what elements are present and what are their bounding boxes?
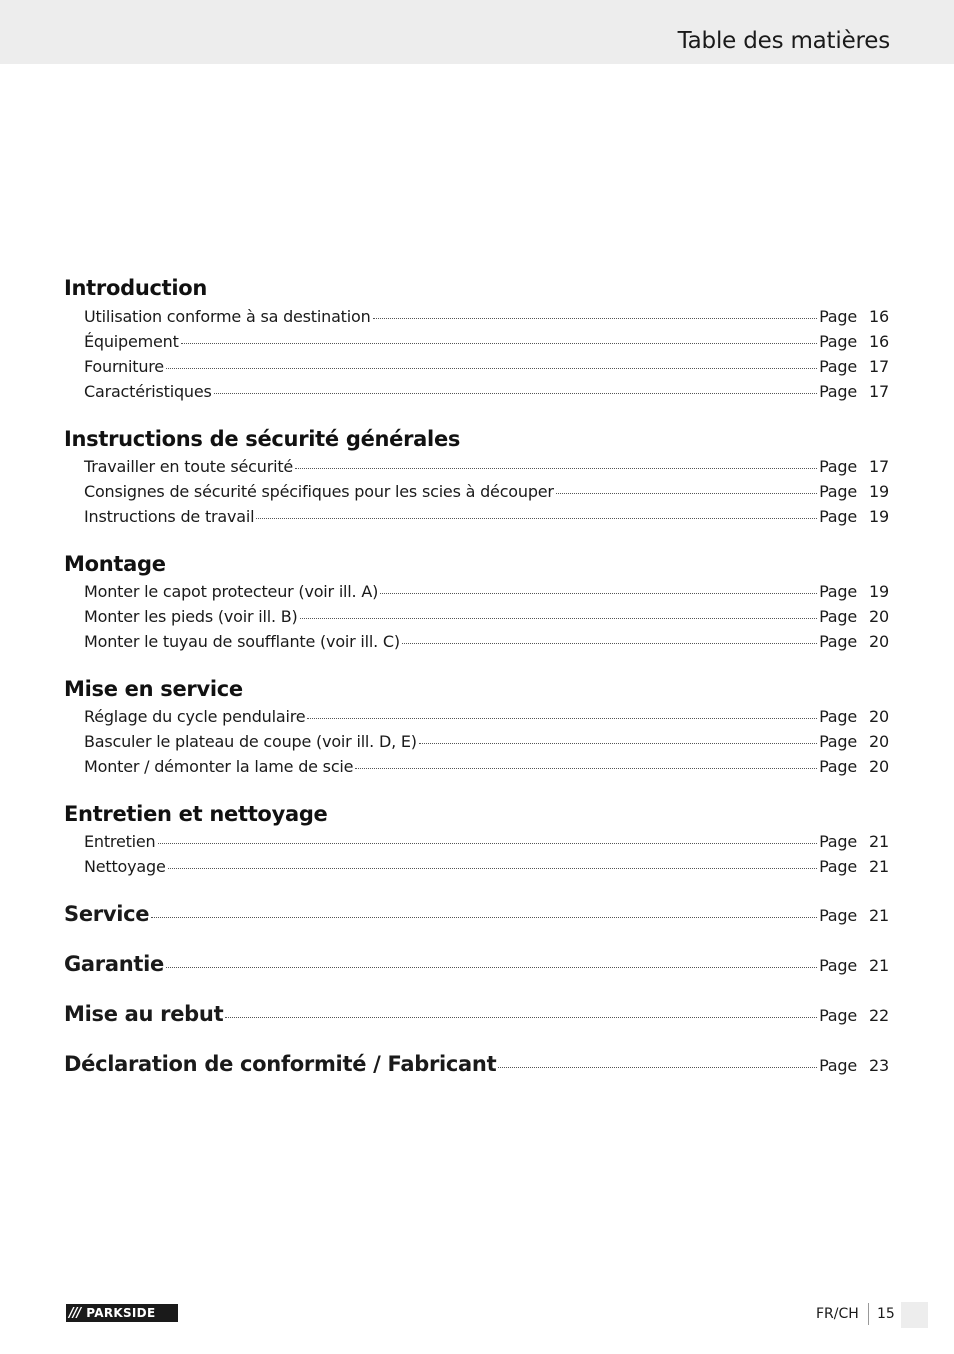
toc-entry-label: Déclaration de conformité / Fabricant	[64, 1052, 497, 1076]
toc-entry-label: Monter / démonter la lame de scie	[84, 757, 354, 776]
toc-entry-label: Utilisation conforme à sa destination	[84, 307, 371, 326]
toc-entry-label: Mise au rebut	[64, 1002, 224, 1026]
toc-entry-label: Instructions de travail	[84, 507, 255, 526]
logo-slashes: ///	[69, 1305, 81, 1321]
page-title: Table des matières	[677, 28, 890, 54]
page-number: 20	[869, 757, 889, 776]
page-word: Page	[819, 607, 857, 626]
page-number: 17	[869, 357, 889, 376]
toc-entry-label: Monter le tuyau de soufflante (voir ill. C)	[84, 632, 400, 651]
toc-entry[interactable]	[84, 357, 889, 379]
toc-entry-label: Consignes de sécurité spécifiques pour les scies à découper	[84, 482, 554, 501]
toc-main-entry-garantie[interactable]	[64, 952, 889, 980]
page-word: Page	[819, 482, 857, 501]
toc-entry-label: Basculer le plateau de coupe (voir ill. D, E)	[84, 732, 417, 751]
toc-entry[interactable]	[84, 607, 889, 629]
logo-brand: PARKSIDE	[86, 1306, 156, 1320]
dot-leader	[166, 368, 817, 369]
page-number: 19	[869, 482, 889, 501]
page-number: 20	[869, 732, 889, 751]
dot-leader	[181, 343, 817, 344]
toc-entry[interactable]	[84, 757, 889, 779]
toc-entry[interactable]	[84, 832, 889, 854]
toc-entry[interactable]	[84, 332, 889, 354]
section-title-entretien: Entretien et nettoyage	[64, 802, 328, 826]
page-number: 20	[869, 632, 889, 651]
page-number: 20	[869, 707, 889, 726]
page-number: 19	[869, 507, 889, 526]
page-word: Page	[819, 357, 857, 376]
page-word: Page	[819, 1056, 857, 1075]
page-word: Page	[819, 832, 857, 851]
dot-leader	[307, 718, 817, 719]
dot-leader	[151, 917, 817, 918]
page-number: 23	[869, 1056, 889, 1075]
toc-entry-label: Caractéristiques	[84, 382, 212, 401]
dot-leader	[556, 493, 817, 494]
toc-entry-label: Travailler en toute sécurité	[84, 457, 294, 476]
page-word: Page	[819, 507, 857, 526]
dot-leader	[355, 768, 817, 769]
dot-leader	[256, 518, 817, 519]
page-word: Page	[819, 382, 857, 401]
toc-entry-label: Entretien	[84, 832, 156, 851]
dot-leader	[402, 643, 817, 644]
page-word: Page	[819, 457, 857, 476]
toc-main-entry-declaration[interactable]	[64, 1052, 889, 1080]
toc-entry-label: Monter les pieds (voir ill. B)	[84, 607, 298, 626]
toc-entry[interactable]	[84, 732, 889, 754]
footer-divider	[868, 1303, 869, 1325]
toc-entry[interactable]	[84, 857, 889, 879]
toc-entry[interactable]	[84, 707, 889, 729]
toc-entry[interactable]	[84, 457, 889, 479]
page-number: 21	[869, 857, 889, 876]
dot-leader	[380, 593, 817, 594]
section-title-mise-en-service: Mise en service	[64, 677, 243, 701]
toc-main-entry-mise-au-rebut[interactable]	[64, 1002, 889, 1030]
dot-leader	[419, 743, 817, 744]
page-word: Page	[819, 906, 857, 925]
toc-entry-label: Service	[64, 902, 150, 926]
toc-entry[interactable]	[84, 507, 889, 529]
dot-leader	[168, 868, 817, 869]
page-number: 17	[869, 382, 889, 401]
page-word: Page	[819, 956, 857, 975]
dot-leader	[295, 468, 817, 469]
toc-entry[interactable]	[84, 482, 889, 504]
dot-leader	[373, 318, 818, 319]
footer-tab-marker	[901, 1302, 928, 1328]
toc-entry-label: Garantie	[64, 952, 164, 976]
dot-leader	[225, 1017, 817, 1018]
page-number: 20	[869, 607, 889, 626]
page-number: 17	[869, 457, 889, 476]
page-word: Page	[819, 582, 857, 601]
dot-leader	[300, 618, 817, 619]
page-word: Page	[819, 1006, 857, 1025]
dot-leader	[166, 967, 817, 968]
page-word: Page	[819, 632, 857, 651]
footer-page-number: 15	[877, 1306, 895, 1322]
toc-entry-label: Réglage du cycle pendulaire	[84, 707, 306, 726]
footer-language: FR/CH	[816, 1306, 859, 1322]
dot-leader	[158, 843, 818, 844]
toc-main-entry-service[interactable]	[64, 902, 889, 930]
toc-entry[interactable]	[84, 632, 889, 654]
parkside-logo	[66, 1304, 178, 1322]
toc-entry-label: Monter le capot protecteur (voir ill. A)	[84, 582, 379, 601]
page-number: 16	[869, 332, 889, 351]
page-number: 21	[869, 832, 889, 851]
section-title-introduction: Introduction	[64, 276, 208, 300]
page-word: Page	[819, 332, 857, 351]
page-word: Page	[819, 757, 857, 776]
page-word: Page	[819, 707, 857, 726]
page-word: Page	[819, 732, 857, 751]
page-word: Page	[819, 857, 857, 876]
page-number: 21	[869, 956, 889, 975]
page-number: 22	[869, 1006, 889, 1025]
dot-leader	[498, 1067, 817, 1068]
toc-entry[interactable]	[84, 307, 889, 329]
page-number: 19	[869, 582, 889, 601]
section-title-safety: Instructions de sécurité générales	[64, 427, 461, 451]
toc-entry-label: Équipement	[84, 332, 179, 351]
toc-entry-label: Fourniture	[84, 357, 164, 376]
toc-entry[interactable]	[84, 382, 889, 404]
section-title-montage: Montage	[64, 552, 166, 576]
toc-entry-label: Nettoyage	[84, 857, 166, 876]
toc-entry[interactable]	[84, 582, 889, 604]
page-word: Page	[819, 307, 857, 326]
page-number: 16	[869, 307, 889, 326]
dot-leader	[214, 393, 817, 394]
page-number: 21	[869, 906, 889, 925]
